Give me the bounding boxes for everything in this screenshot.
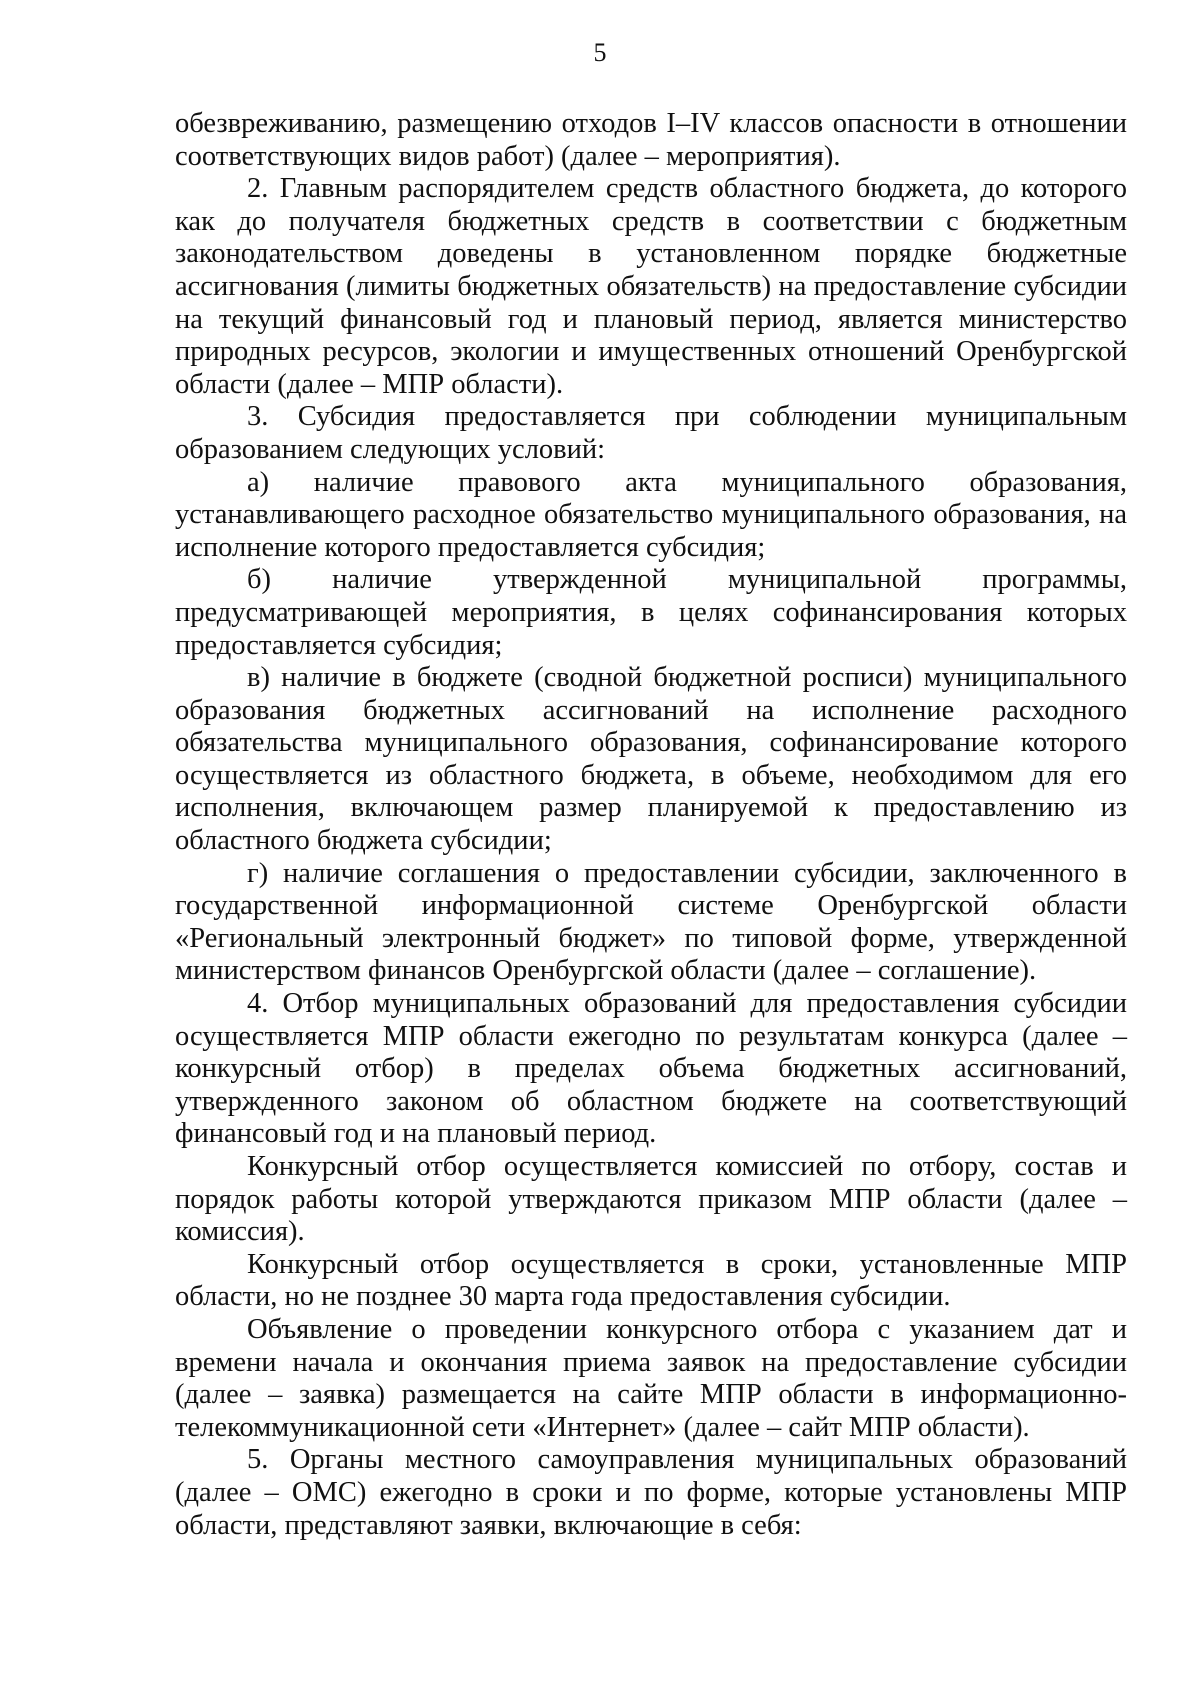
paragraph-subitem-a: а) наличие правового акта муниципального образования, устанавливающего расходное обязательство муниципального образования, на исполнение которого предоставляется субсидия; xyxy=(175,466,1127,563)
paragraph-item-2: 2. Главным распорядителем средств областного бюджета, до которого как до получателя бюджетных средств в соответствии с бюджетным законодательством доведены в установленном порядке бюджетные ассигнования (лимиты бюджетных обязательств) на предоставление субсидии на текущий финансовый год и плановый период, является министерство природных ресурсов, экологии и имущественных отношений Оренбургской области (далее – МПР области). xyxy=(175,173,1127,400)
paragraph-subitem-b: б) наличие утвержденной муниципальной программы, предусматривающей мероприятия, в целях софинансирования которых предоставляется субсидия; xyxy=(175,564,1127,661)
paragraph-deadline: Конкурсный отбор осуществляется в сроки, установленные МПР области, но не позднее 30 марта года предоставления субсидии. xyxy=(175,1248,1127,1313)
paragraph-item-4: 4. Отбор муниципальных образований для предоставления субсидии осуществляется МПР области ежегодно по результатам конкурса (далее – конкурсный отбор) в пределах объема бюджетных ассигнований, утвержденного законом об областном бюджете на соответствующий финансовый год и на плановый период. xyxy=(175,988,1127,1150)
paragraph-item-5: 5. Органы местного самоуправления муниципальных образований (далее – ОМС) ежегодно в сроки и по форме, которые установлены МПР области, представляют заявки, включающие в себя: xyxy=(175,1444,1127,1541)
paragraph-commission: Конкурсный отбор осуществляется комиссией по отбору, состав и порядок работы которой утверждаются приказом МПР области (далее – комиссия). xyxy=(175,1151,1127,1248)
page-number: 5 xyxy=(593,38,607,67)
paragraph-continuation: обезвреживанию, размещению отходов I–IV классов опасности в отношении соответствующих видов работ) (далее – мероприятия). xyxy=(175,108,1127,172)
paragraph-item-3: 3. Субсидия предоставляется при соблюдении муниципальным образованием следующих условий: xyxy=(175,401,1127,465)
paragraph-subitem-g: г) наличие соглашения о предоставлении субсидии, заключенного в государственной информационной системе Оренбургской области «Региональный электронный бюджет» по типовой форме, утвержденной министерством финансов Оренбургской области (далее – соглашение). xyxy=(175,857,1127,987)
paragraph-announcement: Объявление о проведении конкурсного отбора с указанием дат и времени начала и окончания приема заявок на предоставление субсидии (далее – заявка) размещается на сайте МПР области в информационно-телекоммуникационной сети «Интернет» (далее – сайт МПР области). xyxy=(175,1313,1127,1443)
paragraph-subitem-v: в) наличие в бюджете (сводной бюджетной росписи) муниципального образования бюджетных ассигнований на исполнение расходного обязательства муниципального образования, софинансирование которого осуществляется из областного бюджета, в объеме, необходимом для его исполнения, включающем размер планируемой к предоставлению из областного бюджета субсидии; xyxy=(175,662,1127,857)
document-body xyxy=(175,108,1127,1542)
